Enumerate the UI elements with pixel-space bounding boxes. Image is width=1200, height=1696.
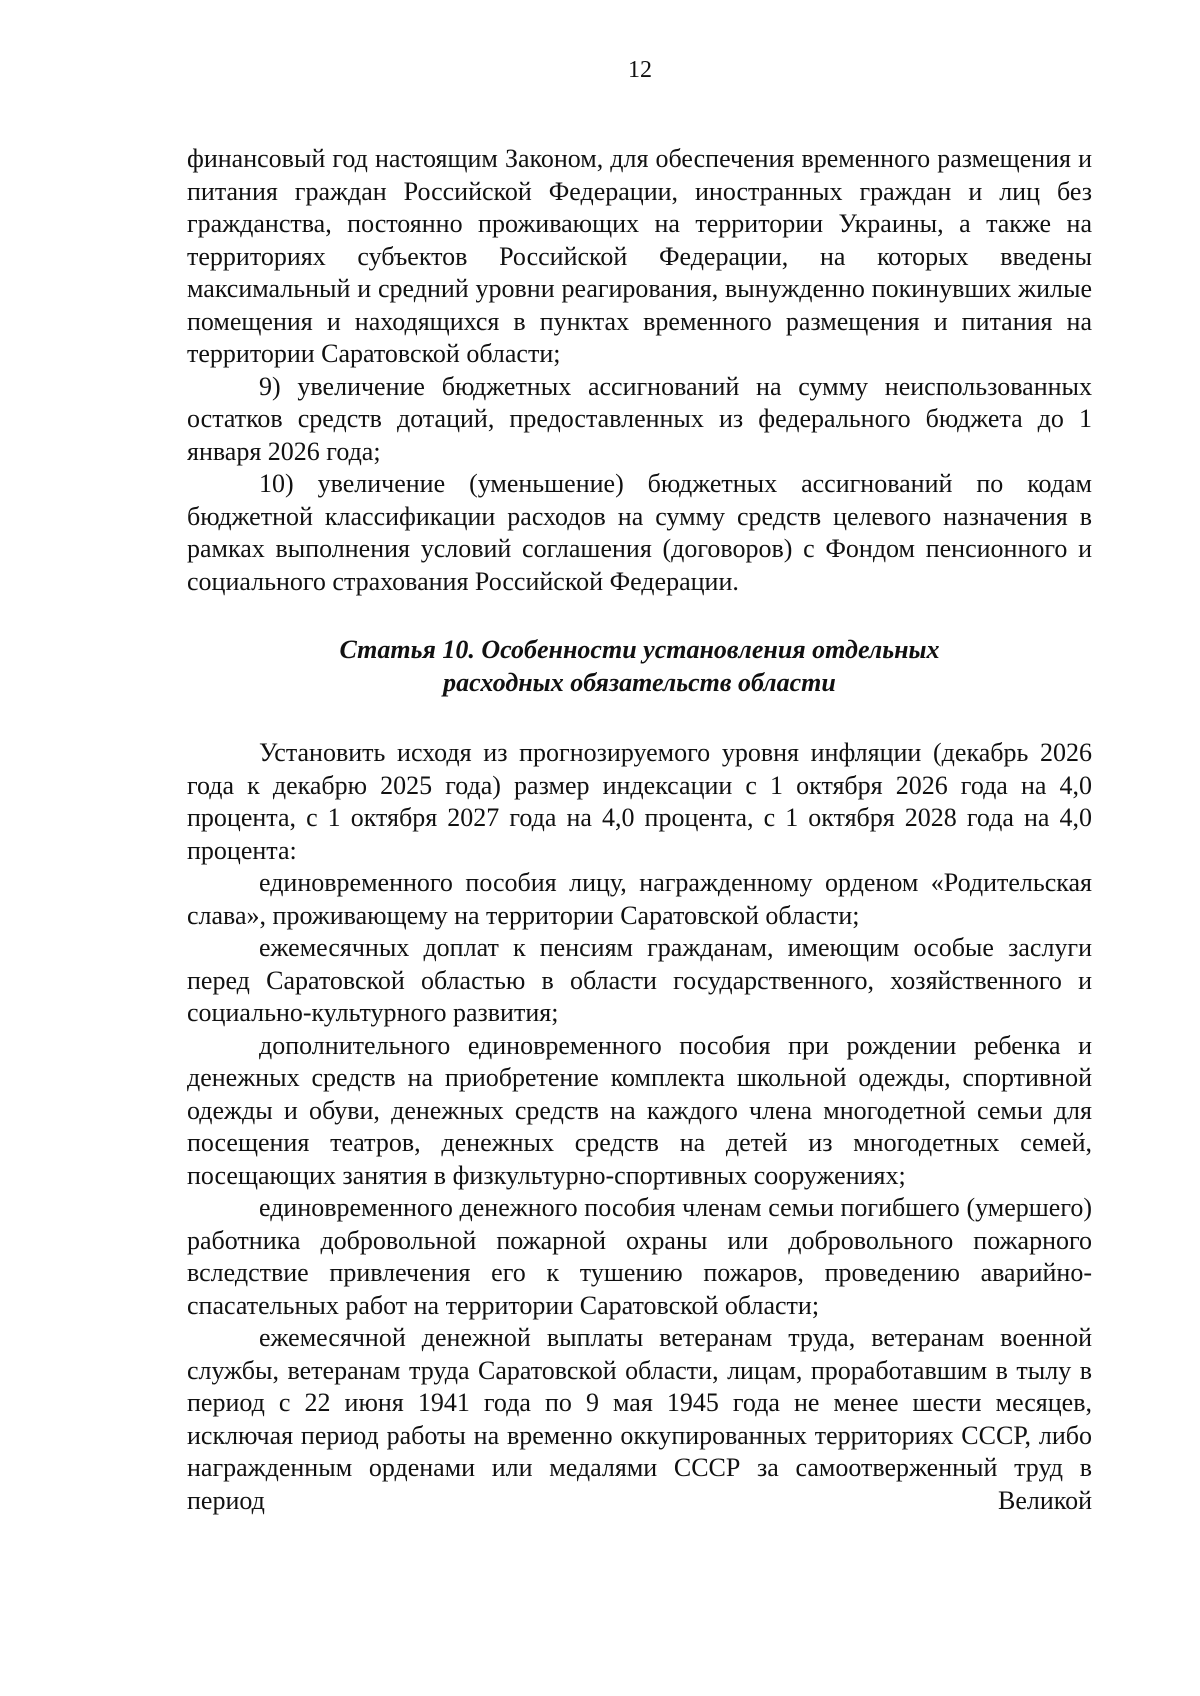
- list-item-3: дополнительного единовременного пособия при рождении ребенка и денежных средств на приобретение комплекта школьной одежды, спортивной одежды и обуви, денежных средств на каждого члена многодетной семьи для посещения театров, денежных средств на детей из многодетных семей, посещающих занятия в физкультурно-спортивных сооружениях;: [187, 1030, 1092, 1190]
- list-item-4: единовременного денежного пособия членам семьи погибшего (умершего) работника добровольной пожарной охраны или добровольного пожарного вследствие привлечения его к тушению пожаров, проведению аварийно-спасательных работ на территории Саратовской области;: [187, 1193, 1092, 1320]
- article-title-line-1: Статья 10. Особенности установления отдельных: [339, 635, 940, 664]
- paragraph-intro: Установить исходя из прогнозируемого уровня инфляции (декабрь 2026 года к декабрю 2025 года) размер индексации с 1 октября 2026 года на 4,0 процента, с 1 октября 2027 года на 4,0 процента, с 1 октября 2028 года на 4,0 процента:: [187, 738, 1092, 865]
- article-heading: [187, 634, 1092, 699]
- list-item-5: ежемесячной денежной выплаты ветеранам труда, ветеранам военной службы, ветеранам труда Саратовской области, лицам, проработавшим в тылу в период с 22 июня 1941 года по 9 мая 1945 года не менее шести месяцев, исключая период работы на временно оккупированных территориях СССР, либо награжденным орденами или медалями СССР за самоотверженный труд в период Великой: [187, 1323, 1092, 1515]
- list-item-1: единовременного пособия лицу, награжденному орденом «Родительская слава», проживающему на территории Саратовской области;: [187, 868, 1092, 930]
- list-item-2: ежемесячных доплат к пенсиям гражданам, имеющим особые заслуги перед Саратовской областью в области государственного, хозяйственного и социально-культурного развития;: [187, 933, 1092, 1027]
- paragraph-item-10: 10) увеличение (уменьшение) бюджетных ассигнований по кодам бюджетной классификации расходов на сумму средств целевого назначения в рамках выполнения условий соглашения (договоров) с Фондом пенсионного и социального страхования Российской Федерации.: [187, 469, 1092, 596]
- article-title-line-2: расходных обязательств области: [443, 667, 836, 697]
- document-body: [187, 143, 1092, 1517]
- paragraph-continuation: финансовый год настоящим Законом, для обеспечения временного размещения и питания граждан Российской Федерации, иностранных граждан и лиц без гражданства, постоянно проживающих на территории Украины, а также на территориях субъектов Российской Федерации, на которых введены максимальный и средний уровни реагирования, вынужденно покинувших жилые помещения и находящихся в пунктах временного размещения и питания на территории Саратовской области;: [187, 144, 1092, 368]
- paragraph-item-9: 9) увеличение бюджетных ассигнований на сумму неиспользованных остатков средств дотаций, предоставленных из федерального бюджета до 1 января 2026 года;: [187, 371, 1092, 466]
- page-number: 12: [628, 57, 652, 83]
